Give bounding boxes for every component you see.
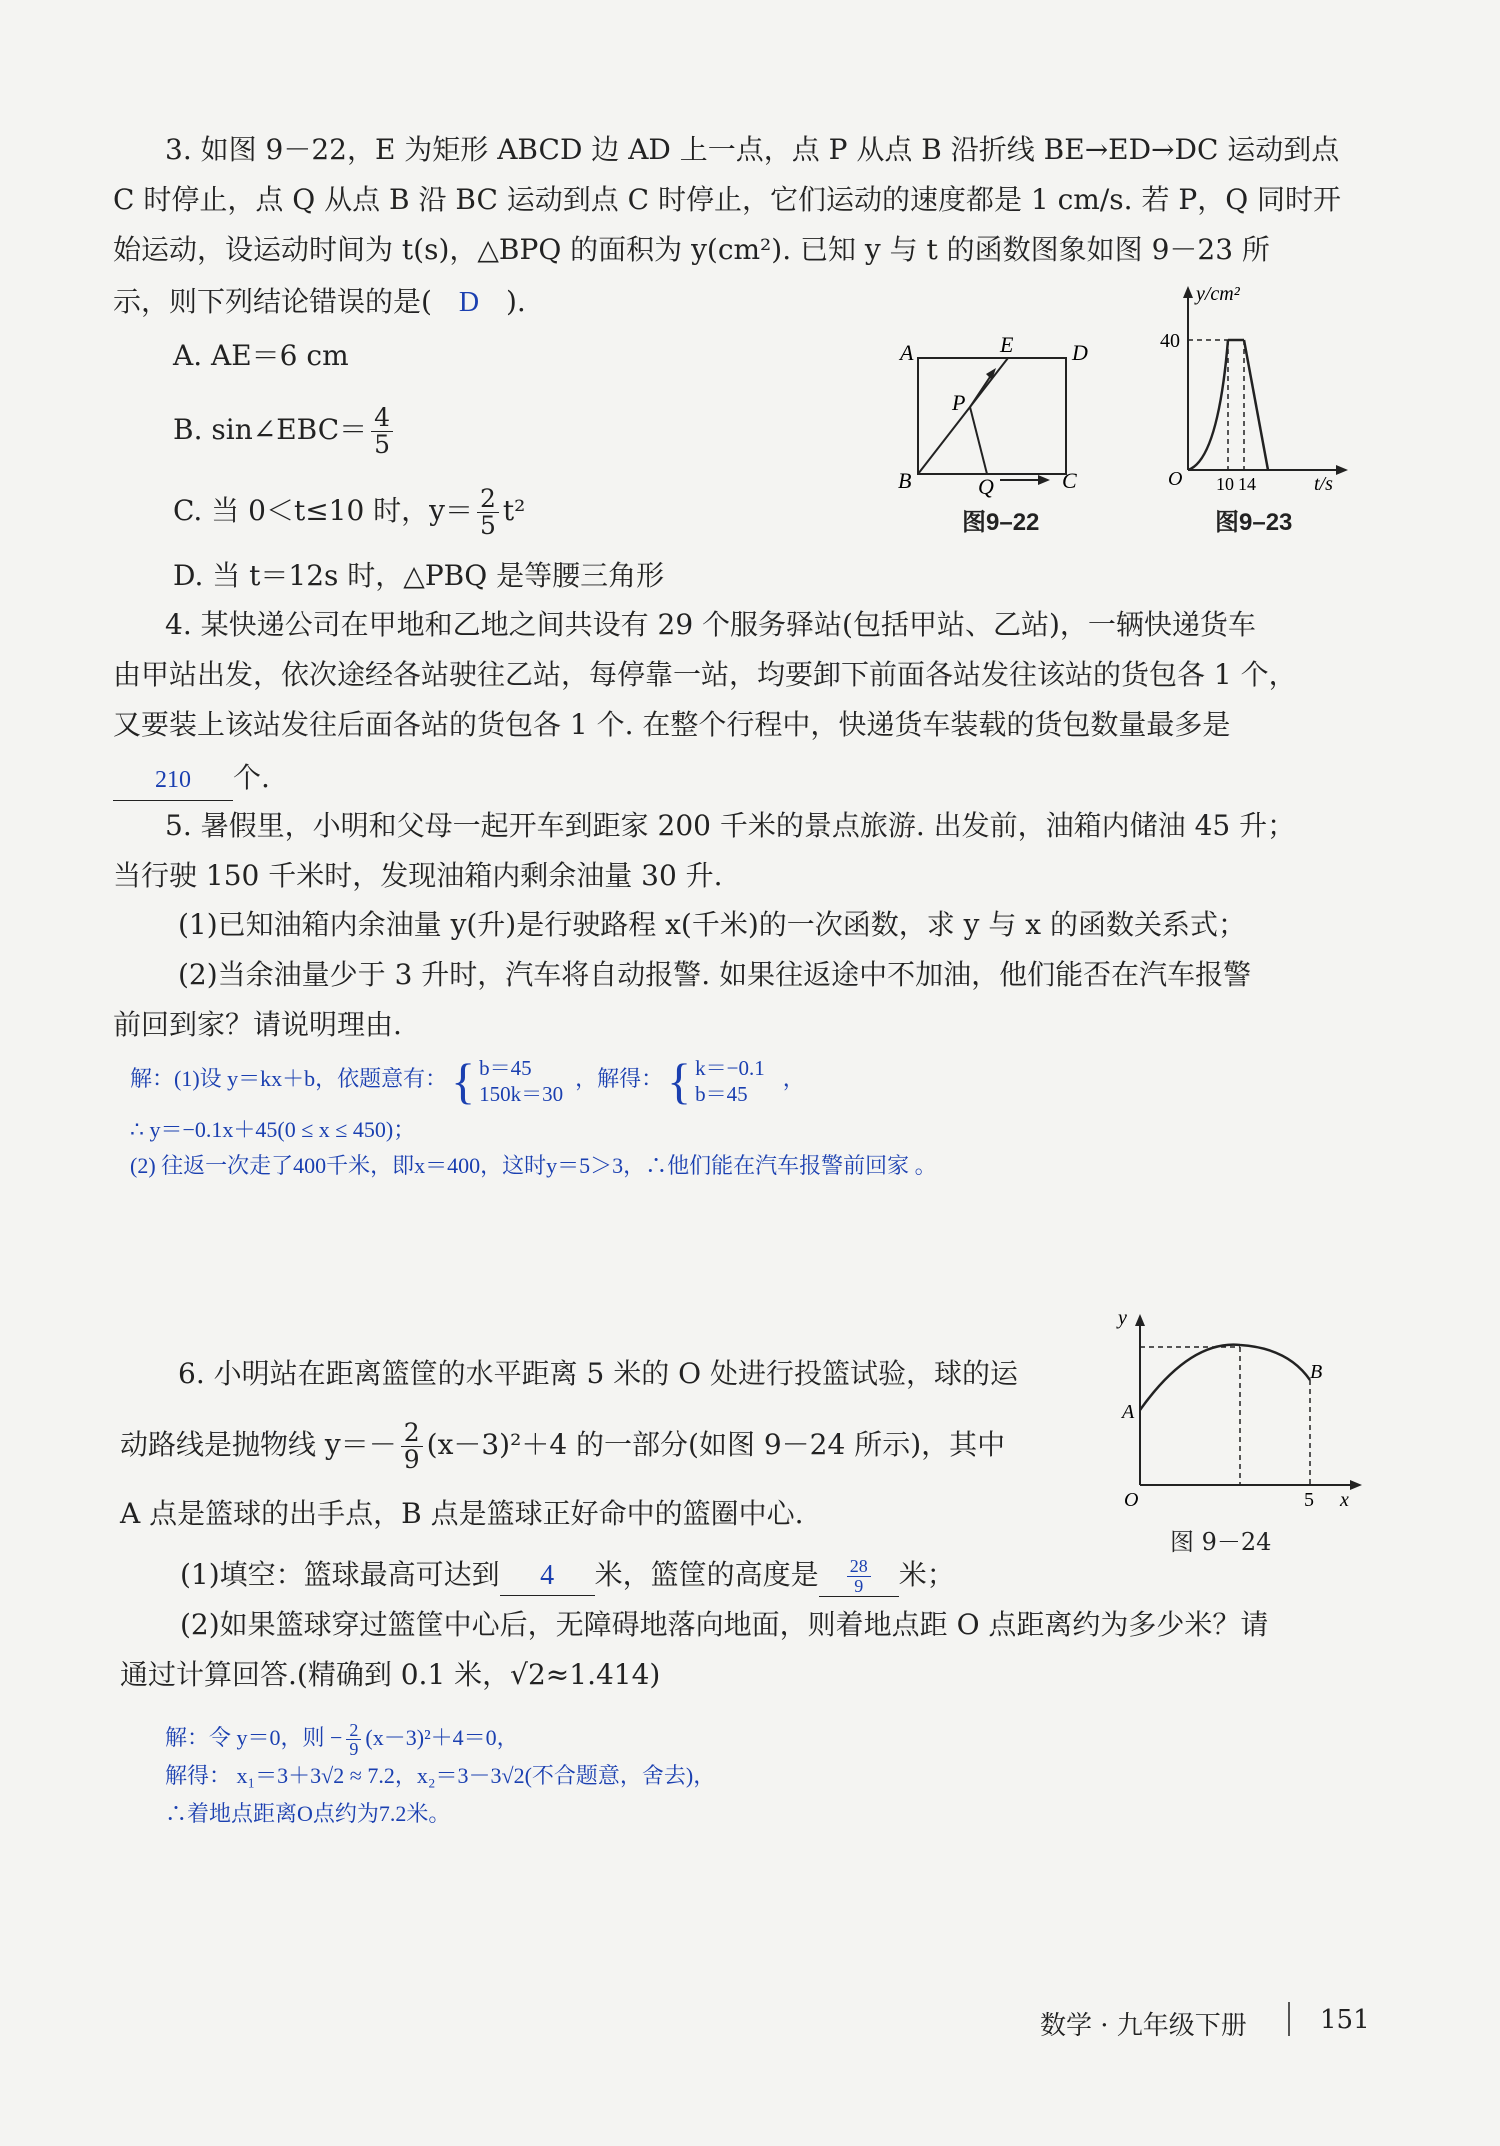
q6-part1: [180, 1540, 955, 1610]
q5-solution-mid: ，解得：: [575, 1066, 664, 1091]
q6-line2-tail: (x－3)²＋4 的一部分(如图 9－24 所示)，其中: [426, 1428, 1006, 1461]
q5-part1: (1)已知油箱内余油量 y(升)是行驶路程 x(千米)的一次函数，求 y 与 x 的函数关系式；: [178, 908, 1246, 941]
label-b: B: [898, 468, 912, 493]
q5-solution-comma: ，: [782, 1066, 805, 1091]
q6-solution-fraction: $\frac{2}{9}$: [346, 1721, 361, 1760]
q6-solution-3: ∴着地点距离O点约为7.2米。: [165, 1801, 451, 1826]
arrow-q-head: [1038, 475, 1050, 485]
q3-option-b: [173, 395, 397, 465]
q6-line2-fraction: $\frac{2}{9}$: [401, 1420, 423, 1474]
figure-9-22: [890, 330, 1110, 500]
tick-14: 14: [1238, 474, 1256, 494]
q4-line3: 又要装上该站发往后面各站的货包各 1 个. 在整个行程中，快递货车装载的货包数量最多是: [113, 708, 1231, 741]
q3-prompt-end: ).: [505, 285, 526, 318]
q6-solution-intro: 解：令 y＝0，则 −: [165, 1725, 343, 1750]
point-a-label: A: [1122, 1401, 1135, 1423]
parabola-curve: [1140, 1345, 1310, 1410]
tick-40: 40: [1160, 330, 1180, 352]
q4-line1: 4. 某快递公司在甲地和乙地之间共设有 29 个服务驿站(包括甲站、乙站)，一辆快递货车: [165, 608, 1256, 641]
q3-option-c-fraction: $\frac{2}{5}$: [477, 486, 499, 540]
segment-falling: [1244, 340, 1268, 470]
x-label: x: [1340, 1489, 1349, 1511]
q6-answer-hoop-fraction: $\frac{28}{9}$: [847, 1557, 871, 1596]
figure-9-22-caption: 图9–22: [962, 509, 1040, 536]
q3-line2: C 时停止，点 Q 从点 B 沿 BC 运动到点 C 时停止，它们运动的速度都是 1 cm/s. 若 P，Q 同时开: [113, 183, 1342, 216]
q5-line5: 前回到家？请说明理由.: [113, 1008, 402, 1041]
figure-9-23: [1140, 280, 1350, 500]
label-p: P: [952, 390, 966, 415]
q5-brace-1: {: [451, 1052, 476, 1109]
q6-line1: 6. 小明站在距离篮筐的水平距离 5 米的 O 处进行投篮试验，球的运: [178, 1357, 1018, 1390]
point-b-label: B: [1310, 1361, 1323, 1383]
label-d: D: [1072, 340, 1088, 365]
arrow-shaft: [970, 374, 992, 407]
segment-be: [918, 358, 1008, 474]
tick-10: 10: [1216, 474, 1234, 494]
q4-answer: 210: [113, 760, 233, 801]
q5-part2: (2)当余油量少于 3 升时，汽车将自动报警. 如果往返途中不加油，他们能否在汽车报警: [178, 958, 1252, 991]
q5-solution-intro: 解：(1)设 y＝kx＋b，依题意有：: [130, 1066, 448, 1091]
q6-line2: [120, 1410, 1005, 1480]
figure-9-23-caption: 图9–23: [1215, 509, 1293, 536]
origin-label: O: [1168, 468, 1183, 490]
q3-option-a: A. AE＝6 cm: [173, 339, 349, 372]
label-c: C: [1062, 468, 1077, 493]
page-number: 151: [1320, 2005, 1370, 2035]
q3-line3: 始运动，设运动时间为 t(s)，△BPQ 的面积为 y(cm²). 已知 y 与 t 的函数图象如图 9－23 所: [113, 233, 1270, 266]
q4-unit: 个.: [233, 761, 270, 794]
q3-option-c: [173, 476, 525, 546]
q6-part1-mid: 米，篮筐的高度是: [594, 1558, 819, 1591]
q3-answer: D: [458, 287, 480, 318]
q5-solution-3: (2) 往返一次走了400千米，即x＝400，这时y＝5＞3，∴他们能在汽车报警前回家 。: [130, 1153, 937, 1178]
x-axis-arrow: [1350, 1480, 1362, 1490]
q5-system-1: b＝45 150k＝30: [479, 1055, 564, 1106]
q6-part1-end: 米；: [898, 1558, 955, 1591]
curve-rising: [1188, 340, 1228, 470]
q6-line2-text: 动路线是抛物线 y＝－: [120, 1428, 397, 1461]
label-e: E: [1000, 332, 1014, 357]
q5-solution-2: ∴ y＝−0.1x＋45(0 ≤ x ≤ 450)；: [130, 1117, 416, 1142]
segment-pq: [970, 407, 987, 474]
q5-solution-1: [130, 1050, 805, 1108]
footer-divider: [1288, 2002, 1290, 2036]
footer-book-title: 数学 · 九年级下册: [1040, 2011, 1247, 2041]
x-axis-arrow: [1336, 465, 1348, 475]
q3-option-b-text: B. sin∠EBC＝: [173, 413, 368, 446]
q6-solution-2: 解得： x₁＝3＋3√2 ≈ 7.2，x₂＝3－3√2(不合题意，舍去)，: [165, 1763, 716, 1788]
q5-line1: 5. 暑假里，小明和父母一起开车到距家 200 千米的景点旅游. 出发前，油箱内储油 45 升；: [165, 809, 1296, 842]
label-q: Q: [978, 474, 994, 499]
q3-option-b-fraction: $\frac{4}{5}$: [371, 405, 393, 459]
q6-solution-tail: (x－3)²＋4＝0，: [365, 1725, 519, 1750]
q5-brace-2: {: [667, 1052, 692, 1109]
q6-part2: (2)如果篮球穿过篮筐中心后，无障碍地落向地面，则着地点距 O 点距离约为多少米？请: [180, 1608, 1269, 1641]
y-axis-label: y/cm²: [1196, 283, 1240, 305]
q5-line2: 当行驶 150 千米时，发现油箱内剩余油量 30 升.: [113, 859, 723, 892]
q3-option-d: D. 当 t＝12s 时，△PBQ 是等腰三角形: [173, 559, 665, 592]
q6-part1-text: (1)填空：篮球最高可达到: [180, 1558, 500, 1591]
figure-9-24: [1100, 1300, 1370, 1530]
q5-system-2: k＝−0.1 b＝45: [695, 1055, 765, 1106]
origin-label: O: [1124, 1489, 1139, 1511]
figure-9-24-caption: 图 9－24: [1170, 1528, 1272, 1556]
tick-5: 5: [1304, 1489, 1314, 1511]
q3-line4: [113, 282, 526, 323]
q6-answer-max-height: 4: [500, 1557, 595, 1596]
q3-prompt: 示，则下列结论错误的是(: [113, 285, 432, 318]
y-axis-arrow: [1135, 1314, 1145, 1326]
q3-option-c-tail: t²: [502, 494, 526, 527]
q6-answer-hoop-blank: [819, 1557, 899, 1597]
q3-option-c-text: C. 当 0＜t≤10 时，y＝: [173, 494, 474, 527]
q6-line3: A 点是篮球的出手点，B 点是篮球正好命中的篮圈中心.: [120, 1497, 804, 1530]
y-axis-arrow: [1183, 286, 1193, 298]
q4-line2: 由甲站出发，依次途经各站驶往乙站，每停靠一站，均要卸下前面各站发往该站的货包各 1 个，: [113, 658, 1297, 691]
label-a: A: [900, 340, 914, 365]
q3-line1: 3. 如图 9－22，E 为矩形 ABCD 边 AD 上一点，点 P 从点 B 沿折线 BE→ED→DC 运动到点: [165, 133, 1340, 166]
y-label: y: [1118, 1307, 1127, 1329]
q4-line4: [113, 758, 270, 801]
q6-line6: 通过计算回答.(精确到 0.1 米，√2≈1.414): [120, 1658, 661, 1691]
x-axis-label: t/s: [1314, 473, 1333, 495]
